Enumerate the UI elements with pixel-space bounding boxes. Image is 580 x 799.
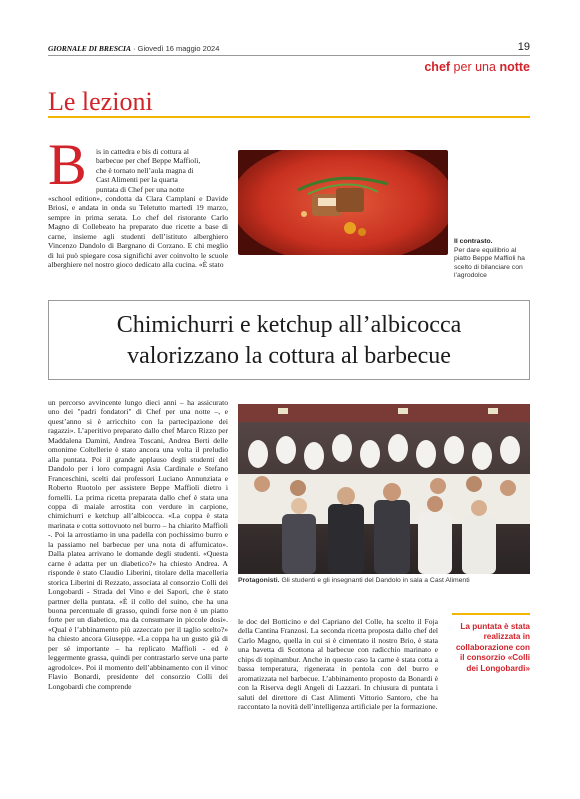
audience-photo-caption	[238, 577, 538, 586]
headline-line: Chimichurri e ketchup all’albicocca	[116, 312, 462, 338]
newspaper-name: GIORNALE DI BRESCIA	[48, 44, 131, 53]
intro-line: barbecue per chef Beppe Maffioli,	[96, 156, 201, 166]
caption-title: Il contrasto.	[454, 238, 493, 245]
masthead-line	[48, 44, 219, 53]
separator: ·	[133, 44, 136, 53]
intro-line: Cast Alimenti per la quarta	[96, 175, 178, 185]
drop-cap: B	[48, 132, 87, 197]
sidebar-note: La puntata è stata realizzata in collaborazione con il consorzio «Colli dei Longobardi»	[455, 622, 530, 673]
intro-paragraph	[48, 194, 228, 270]
intro-text: «school edition», condotta da Clara Camplani e Davide Briosi, e andata in onda su Teletutto martedì 19 marzo, sempre in prima serata. Lo chef del ristorante Carlo Magno di Collebeato ha preparato due ricette a base di carne, insieme agli studenti dell’istituto alberghiero Vincenzo Dandolo di Bargnano di Corzano. E chi meglio di lui può spiegare cosa significhi aver coinvolto le scuole alberghiere nel nostro gioco dedicato alla cucina. «È stato	[48, 194, 228, 270]
dish-photo-caption	[454, 238, 534, 281]
headline-line: valorizzano la cottura al barbecue	[127, 343, 451, 369]
article-column-middle	[238, 617, 438, 712]
dish-illustration	[238, 150, 448, 255]
caption-text: Gli studenti e gli insegnanti del Dandolo in sala a Cast Alimenti	[281, 577, 470, 584]
section-title	[424, 60, 530, 74]
intro-lines	[96, 147, 228, 194]
intro-line: puntata di Chef per una notte	[96, 184, 185, 194]
caption-title: Protagonisti.	[238, 577, 280, 584]
audience-illustration	[238, 404, 530, 574]
sidebar-rule	[452, 613, 530, 615]
publication-date: Giovedì 16 maggio 2024	[137, 44, 220, 53]
caption-text: Per dare equilibrio al piatto Beppe Maffioli ha scelto di bilanciare con l’agrodolce	[454, 246, 525, 280]
section-title-end: notte	[499, 60, 530, 74]
article-text: le doc del Botticino e del Capriano del Colle, ha scelto il Foja della Cantina Franzosi. La seconda ricetta proposta dallo chef del Carlo Magno, quella in cui si è cimentato il nostro Brio, è stata una bavetta di Scottona al barbecue con radicchio marinato e chips di topinambur. Anche in questo caso la carne è stata cotta a bassa temperatura, rigenerata in pentola con del burro e aromatizzata nel barbecue. L’abbinamento proposto da Bonardi è con la Riserva degli Angeli di Lazzari. In chiusura di puntata i saluti del direttore di Cast Alimenti Vittorio Santoro, che ha raccontato la novità dell’intelligenza artificiale per la formazione.	[238, 617, 438, 712]
headline	[48, 310, 530, 372]
intro-line: che è tornato nell’aula magna di	[96, 165, 194, 175]
dish-photo	[238, 150, 448, 255]
audience-photo	[238, 404, 530, 574]
article-text: un percorso avvincente lungo dieci anni – ha assicurato uno dei "padri fondatori" di Chef per una notte –, e quest’anno si è arricchito con la partecipazione dei ragazzi». L’aperitivo preparato dallo chef Marco Rizzo per Maddalena Damini, Andrea Toscani, Andrea Berti delle omonime Coltellerie è stato ancora una volta il preludio alla puntata. Poi il grande applauso degli studenti del Dandolo per i loro compagni Asia Cardinale e Stefano Franceschini, scelti dai professori Luciano Annunziata e Roberto Ruotolo per assistere Beppe Maffioli dietro i fornelli. La prima ricetta preparata dallo chef è stata una coppa di maiale arrostita con verdure in carpione, chimichurri e ketchup all’albicocca. «La coppa è stata marinata e cotta sottovuoto nel burro – ha chiarito Maffioli -. Poi la arrostiamo in una padella con pochissimo burro e la passiamo nel barbecue per una nota di affumicato». Dalla platea arrivano le domande degli studenti. «Questa carne è adatta per un diabetico?» ha chiesto Andrea. A risponde è stato Claudio Liberini, titolare della macelleria storica Liberini di Rezzato, associata al consorzio Colli dei Longobardi - Strada del Vino e dei Sapori, che è stato partner della puntata. «È il collo del suino, che ha una buona percentuale di grasso, quindi forse non è un piatto forte per un diabetico, ma da consumare in piccole dosi». «Qual è l’abbinamento più azzeccato per il taglio scelto?» ha chiesto ancora Giuseppe. «La coppa ha un gusto già di per sé importante – ha replicato Maffioli - ed è leggermente grassa, quindi per contrastarlo serve una parte agrodolce». Poi il momento dell’abbinamento con il vinoc Flavio Bonardi, presidente del consorzio Colli dei Longobardi che comprende	[48, 398, 228, 691]
article-column-left	[48, 398, 228, 691]
header-rule	[48, 55, 530, 56]
section-title-light: per una	[453, 60, 496, 74]
page-number: 19	[517, 41, 530, 53]
section-title-strong: chef	[424, 60, 451, 74]
intro-line: is in cattedra e bis di cottura al	[96, 147, 189, 156]
kicker-rule	[48, 116, 530, 118]
kicker: Le lezioni	[48, 87, 153, 116]
